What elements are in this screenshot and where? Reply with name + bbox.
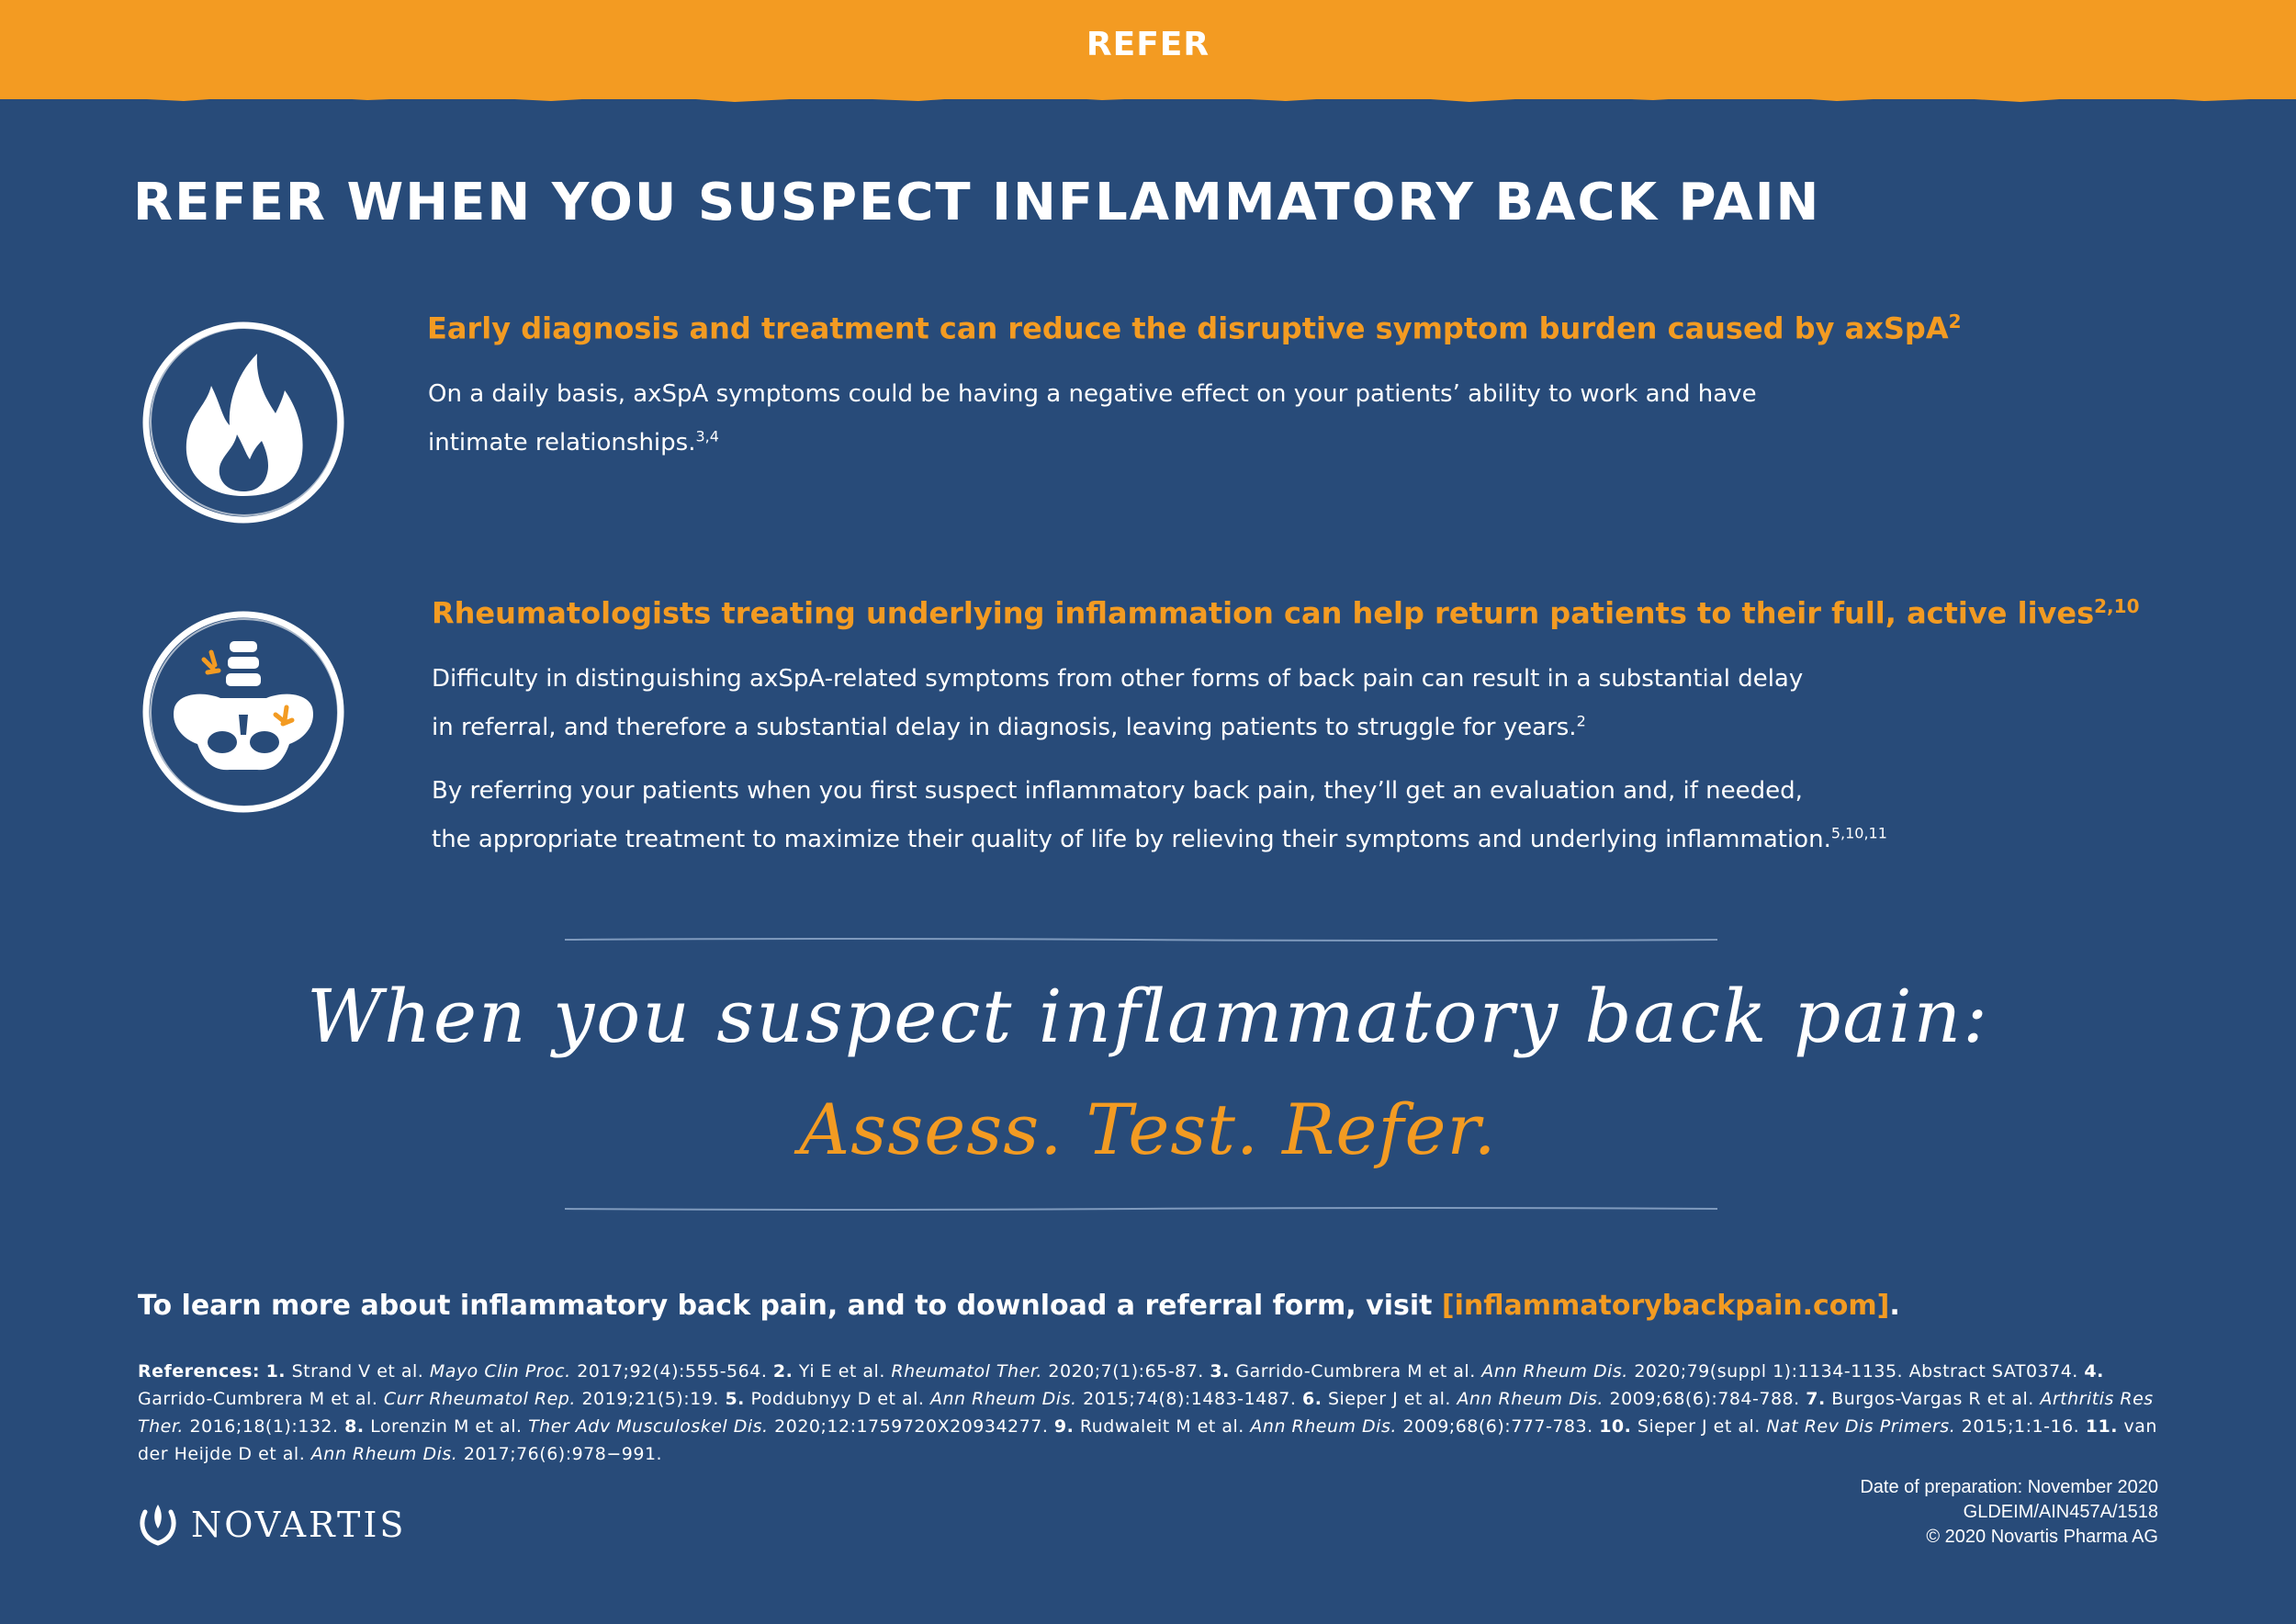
- slogan-line2: Assess. Test. Refer.: [799, 1088, 1497, 1170]
- reference-11: 11. van der Heijde D et al. Ann Rheum Dis. 2017;76(6):978−991.: [138, 1416, 2157, 1464]
- header-tag: REFER: [1086, 26, 1210, 63]
- novartis-wordmark: NOVARTIS: [191, 1505, 407, 1545]
- section-heading-rheumatologists: Rheumatologists treating underlying inflammation can help return patients to their full, active lives$^{2,10}$: [432, 595, 2140, 631]
- reference-8: 8. Lorenzin M et al. Ther Adv Musculoskel Dis. 2020;12:1759720X20934277.: [344, 1416, 1049, 1437]
- novartis-logo: [138, 1497, 406, 1552]
- reference-2: 2. Yi E et al. Rheumatol Ther. 2020;7(1):65-87.: [772, 1361, 1204, 1382]
- divider-bottom: [565, 1206, 1717, 1212]
- novartis-flame-icon: [138, 1503, 178, 1547]
- reference-5: 5. Poddubnyy D et al. Ann Rheum Dis. 2015;74(8):1483-1487.: [725, 1389, 1297, 1409]
- header-banner: [0, 0, 2296, 99]
- section-body-referring: By referring your patients when you first suspect inflammatory back pain, they’ll get an evaluation and, if needed, the appropriate treatment to maximize their quality of life by relieving their symptoms and underlying inflammation.$^{5,10,11}$: [432, 777, 1887, 853]
- reference-3: 3. Garrido-Cumbrera M et al. Ann Rheum Dis. 2020;79(suppl 1):1134-1135. Abstract SAT0374.: [1210, 1361, 2078, 1382]
- section-body-early-diagnosis: On a daily basis, axSpA symptoms could be having a negative effect on your patients’ ability to work and have intimate relationships.$^{3,4}$: [428, 380, 1757, 457]
- reference-9: 9. Rudwaleit M et al. Ann Rheum Dis. 2009;68(6):777-783.: [1053, 1416, 1593, 1437]
- reference-1: 1. Strand V et al. Mayo Clin Proc. 2017;92(4):555-564.: [265, 1361, 768, 1382]
- copyright: © 2020 Novartis Pharma AG: [1926, 1527, 2158, 1547]
- reference-10: 10. Sieper J et al. Nat Rev Dis Primers. 2015;1:1-16.: [1599, 1416, 2080, 1437]
- divider-top: [565, 937, 1717, 942]
- learn-more-text: To learn more about inflammatory back pain, and to download a referral form, visit [inflammatorybackpain.com].: [138, 1290, 1900, 1322]
- reference-4: 4. Garrido-Cumbrera M et al. Curr Rheumatol Rep. 2019;21(5):19.: [138, 1361, 2104, 1409]
- section-body-delay: Difficulty in distinguishing axSpA-related symptoms from other forms of back pain can result in a substantial delay in referral, and therefore a substantial delay in diagnosis, leaving patients to struggle for years.$^2$: [432, 665, 1804, 741]
- section-heading-early-diagnosis: Early diagnosis and treatment can reduce the disruptive symptom burden caused by axSpA$^2$: [427, 310, 1962, 346]
- document-meta: [1860, 1475, 2158, 1550]
- preparation-date: Date of preparation: November 2020: [1860, 1477, 2158, 1497]
- pelvis-spine-icon: [138, 606, 349, 818]
- document-code: GLDEIM/AIN457A/1518: [1963, 1502, 2158, 1522]
- website-link[interactable]: [inflammatorybackpain.com]: [1441, 1290, 1890, 1322]
- page-title: REFER WHEN YOU SUSPECT INFLAMMATORY BACK PAIN: [133, 173, 1821, 232]
- banner-rough-edge: [0, 90, 2296, 108]
- slogan-line1: When you suspect inflammatory back pain:: [306, 974, 1990, 1059]
- references: References: 1. Strand V et al. Mayo Clin Proc. 2017;92(4):555-564. 2. Yi E et al. Rheumatol Ther. 2020;7(1):65-87. 3. Garrido-Cumbrera M et al. Ann Rheum Dis. 2020;79(suppl 1):1134-1135. Abstract SAT0374. 4. Garrido-Cumbrera M et al. Curr Rheumatol Rep. 2019;21(5):19. 5. Poddubnyy D et al. Ann Rheum Dis. 2015;74(8):1483-1487. 6. Sieper J et al. Ann Rheum Dis. 2009;68(6):784-788. 7. Burgos-Vargas R et al. Arthritis Res Ther. 2016;18(1):132. 8. Lorenzin M et al. Ther Adv Musculoskel Dis. 2020;12:1759720X20934277. 9. Rudwaleit M et al. Ann Rheum Dis. 2009;68(6):777-783. 10. Sieper J et al. Nat Rev Dis Primers. 2015;1:1-16. 11. van der Heijde D et al. Ann Rheum Dis. 2017;76(6):978−991.: [138, 1361, 2157, 1464]
- reference-6: 6. Sieper J et al. Ann Rheum Dis. 2009;68(6):784-788.: [1301, 1389, 1800, 1409]
- flame-icon: [138, 317, 349, 528]
- reference-7: 7. Burgos-Vargas R et al. Arthritis Res Ther. 2016;18(1):132.: [138, 1389, 2154, 1437]
